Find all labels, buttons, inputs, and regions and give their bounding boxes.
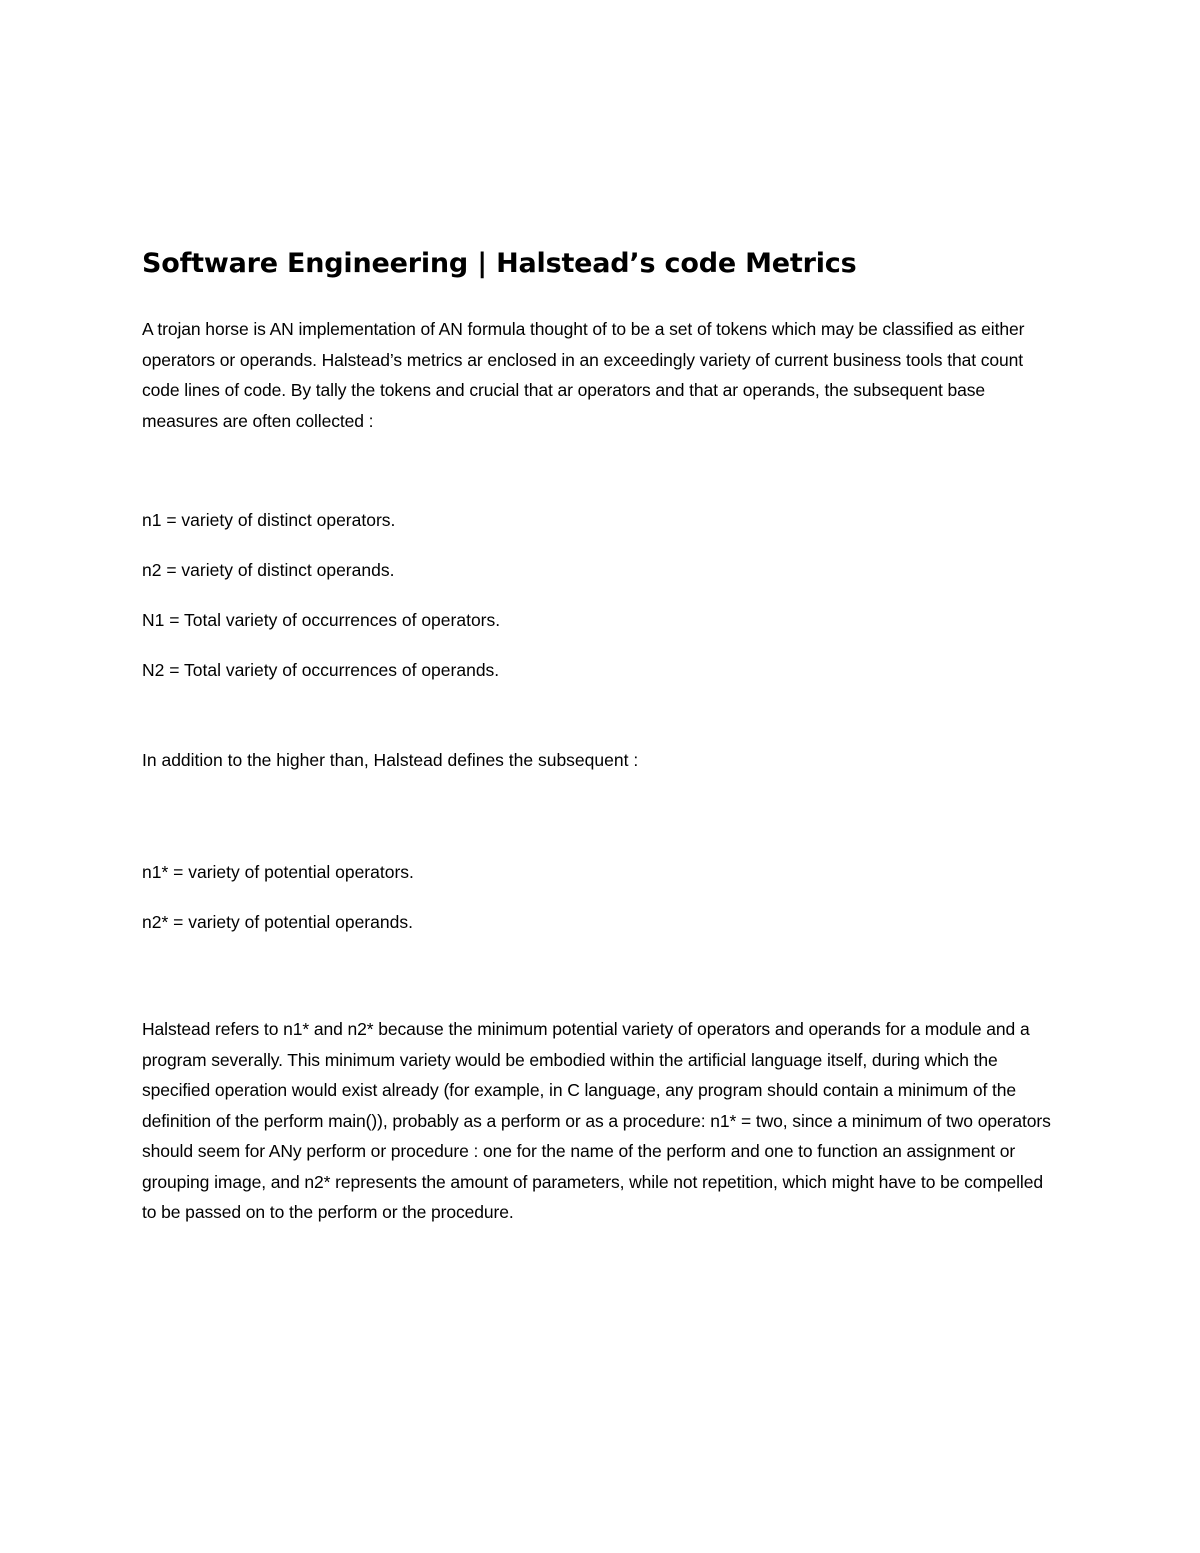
closing-paragraph: Halstead refers to n1* and n2* because the minimum potential variety of operators and operands for a module and a program severally. This minimum variety would be embodied within the artificial language itself, during which the specified operation would exist already (for example, in C language, any program should contain a minimum of the definition of the perform main()), probably as a perform or as a procedure: n1* = two, since a minimum of two operators should seem for ANy perform or procedure : one for the name of the perform and one to function an assignment or grouping image, and n2* represents the amount of parameters, while not repetition, which might have to be compelled to be passed on to the perform or the procedure. xyxy=(142,1019,1051,1222)
measure-n1: n1 = variety of distinct operators. xyxy=(142,510,396,530)
spacer xyxy=(142,798,1062,860)
spacer xyxy=(142,960,1062,1014)
measure-n2-star: n2* = variety of potential operands. xyxy=(142,912,413,932)
measure-N1: N1 = Total variety of occurrences of operators. xyxy=(142,610,501,630)
spacer xyxy=(142,436,1062,508)
intro-paragraph: A trojan horse is AN implementation of AN formula thought of to be a set of tokens which may be classified as either operators or operands. Halstead’s metrics ar enclosed in an exceedingly variety of current business tools that count code lines of code. By tally the tokens and crucial that ar operators and that ar operands, the subsequent base measures are often collected : xyxy=(142,319,1025,431)
document-body xyxy=(142,244,1062,1228)
addition-paragraph: In addition to the higher than, Halstead defines the subsequent : xyxy=(142,750,639,770)
measure-n1-star: n1* = variety of potential operators. xyxy=(142,862,414,882)
document-title: Software Engineering | Halstead’s code Metrics xyxy=(142,248,857,279)
measure-N2: N2 = Total variety of occurrences of operands. xyxy=(142,660,500,680)
measure-n2: n2 = variety of distinct operands. xyxy=(142,560,395,580)
spacer xyxy=(142,708,1062,748)
